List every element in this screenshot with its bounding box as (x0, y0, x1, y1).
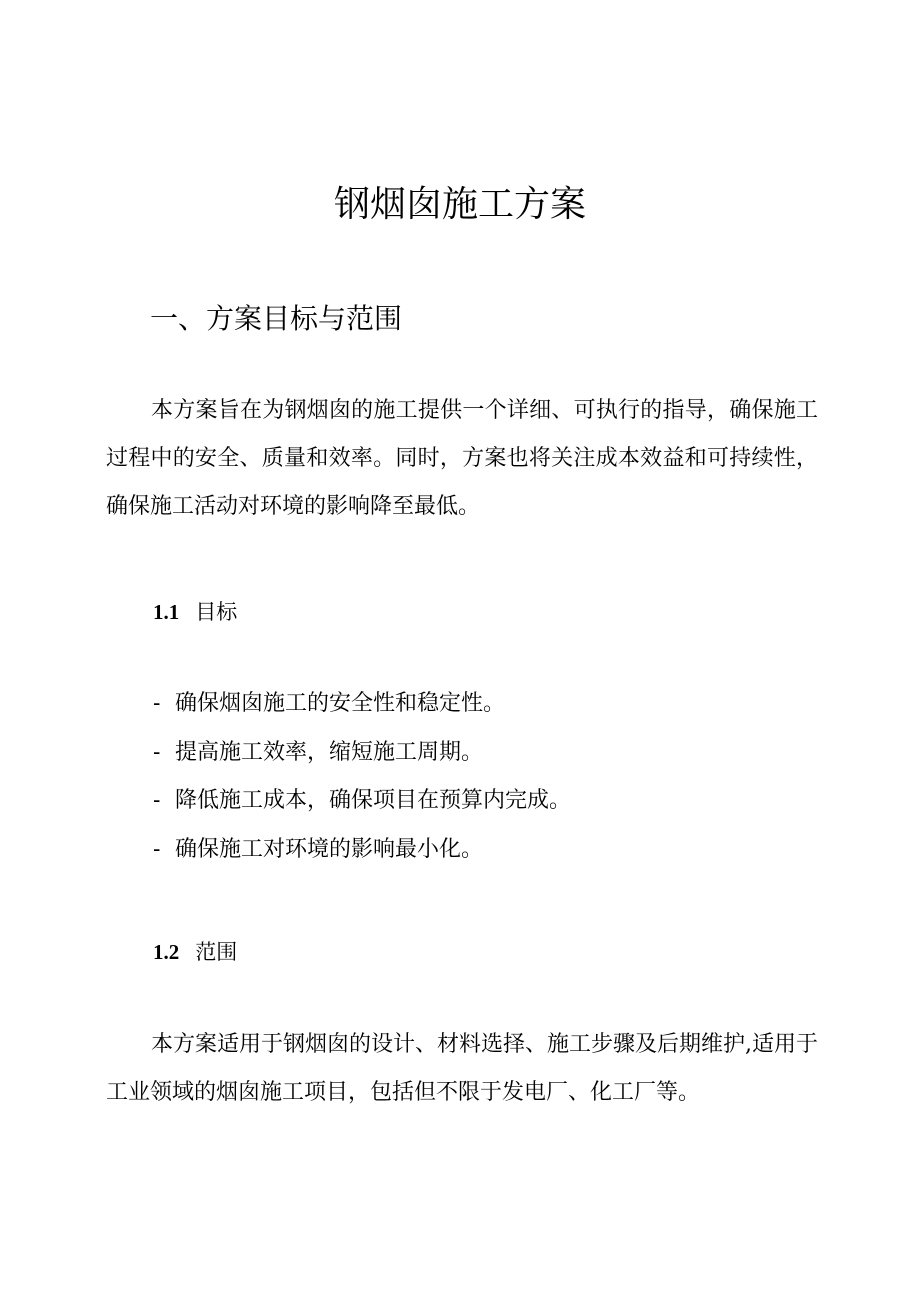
subsection-number: 1.1 (153, 600, 180, 624)
section-heading: 一、方案目标与范围 (150, 302, 403, 335)
list-dash: - (153, 739, 161, 765)
list-item-text: 提高施工效率，缩短施工周期。 (175, 739, 484, 765)
list-item-text: 确保施工对环境的影响最小化。 (175, 836, 484, 862)
subsection-label: 范围 (195, 940, 238, 964)
list-item (153, 777, 571, 826)
list-dash: - (153, 788, 161, 813)
subsection-label: 目标 (195, 600, 238, 624)
intro-paragraph: 本方案旨在为钢烟囱的施工提供一个详细、可执行的指导，确保施工过程中的安全、质量和效率。同时，方案也将关注成本效益和可持续性，确保施工活动对环境的影响降至最低。 (106, 398, 818, 519)
list-item (153, 826, 571, 875)
list-item (153, 729, 571, 778)
document-title: 钢烟囱施工方案 (333, 184, 586, 225)
list-item (153, 680, 571, 729)
subsection-heading-goals (153, 596, 237, 628)
subsection-heading-scope (153, 936, 237, 968)
list-dash: - (153, 836, 161, 862)
list-item-text: 确保烟囱施工的安全性和稳定性。 (175, 691, 506, 716)
list-item-text: 降低施工成本，确保项目在预算内完成。 (175, 788, 572, 813)
subsection-number: 1.2 (153, 940, 180, 964)
goal-list (153, 680, 571, 874)
scope-paragraph: 本方案适用于钢烟囱的设计、材料选择、施工步骤及后期维护,适用于工业领域的烟囱施工项目，包括但不限于发电厂、化工厂等。 (106, 1032, 818, 1105)
list-dash: - (153, 691, 161, 716)
